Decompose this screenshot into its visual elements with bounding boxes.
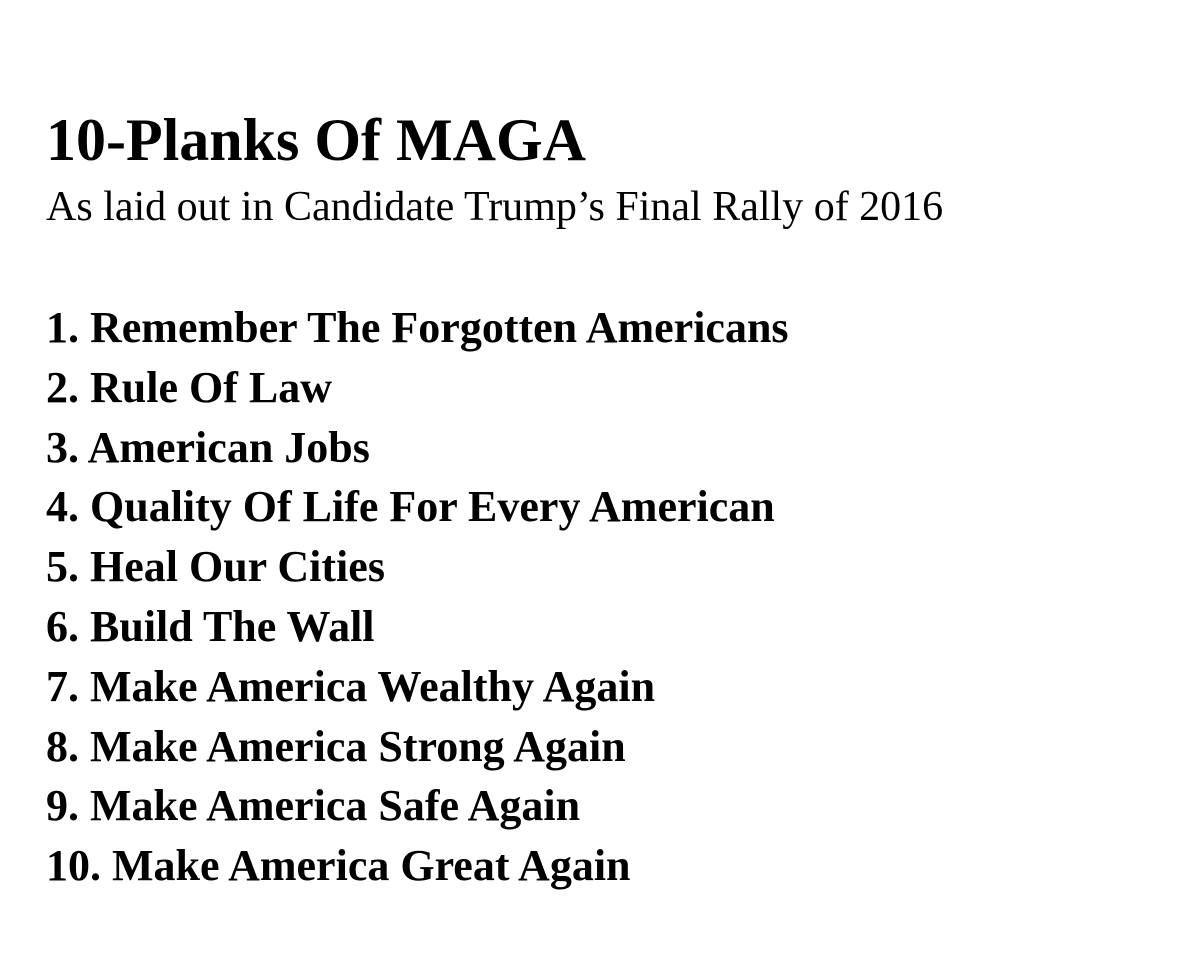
list-item: 5. Heal Our Cities <box>46 542 385 592</box>
list-item: 3. American Jobs <box>46 422 370 472</box>
planks-list <box>46 298 789 896</box>
list-item: 10. Make America Great Again <box>46 841 631 891</box>
list-item: 4. Quality Of Life For Every American <box>46 482 775 532</box>
page-subtitle: As laid out in Candidate Trump’s Final Rally of 2016 <box>46 184 944 230</box>
page-title: 10-Planks Of MAGA <box>46 107 586 173</box>
document <box>46 100 1176 891</box>
list-item: 8. Make America Strong Again <box>46 721 626 771</box>
list-item: 6. Build The Wall <box>46 601 375 651</box>
list-item: 9. Make America Safe Again <box>46 781 581 831</box>
list-item: 1. Remember The Forgotten Americans <box>46 303 789 352</box>
list-item: 7. Make America Wealthy Again <box>46 661 656 711</box>
list-item: 2. Rule Of Law <box>46 362 332 412</box>
